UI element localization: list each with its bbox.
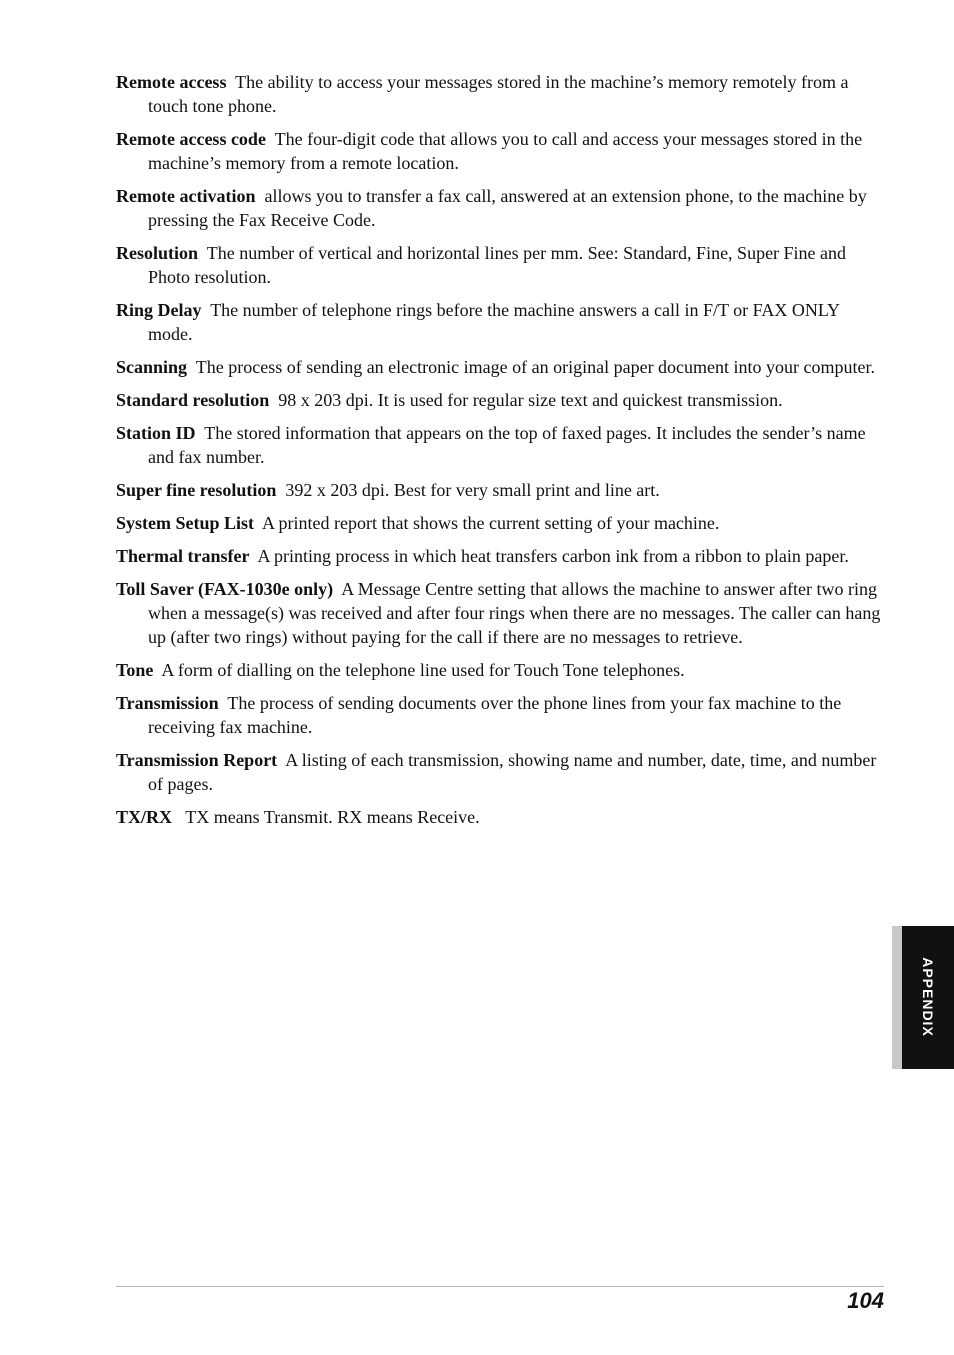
glossary-term: Super fine resolution [116, 480, 277, 500]
glossary-entry-scanning [116, 355, 882, 379]
glossary-term: System Setup List [116, 513, 255, 533]
page-number: 104 [847, 1288, 884, 1313]
glossary-term: Remote access code [116, 129, 266, 149]
glossary-term: Transmission Report [116, 750, 278, 770]
glossary-term: Ring Delay [116, 300, 202, 320]
appendix-side-tab [892, 926, 954, 1069]
glossary-entry-super-fine-resolution [116, 478, 882, 502]
glossary-definition: allows you to transfer a fax call, answered at an extension phone, to the machine by pressing the Fax Receive Code. [148, 186, 867, 230]
glossary-entry-remote-activation [116, 184, 882, 232]
glossary-definition: The process of sending documents over the phone lines from your fax machine to the receiving fax machine. [148, 693, 842, 737]
glossary-entry-transmission [116, 691, 882, 739]
appendix-side-tab-background [902, 926, 954, 1069]
glossary-definition: TX means Transmit. RX means Receive. [185, 807, 480, 827]
glossary-term: Station ID [116, 423, 196, 443]
glossary-definition: 98 x 203 dpi. It is used for regular size text and quickest transmission. [278, 390, 783, 410]
glossary-term: Thermal transfer [116, 546, 250, 566]
glossary-definition: The four-digit code that allows you to call and access your messages stored in the machine’s memory from a remote location. [148, 129, 863, 173]
glossary-definition: 392 x 203 dpi. Best for very small print and line art. [285, 480, 660, 500]
glossary-entry-ring-delay [116, 298, 882, 346]
glossary-entry-system-setup-list [116, 511, 882, 535]
glossary-term: Resolution [116, 243, 199, 263]
glossary-list [116, 70, 882, 838]
glossary-entry-tone [116, 658, 882, 682]
glossary-term: Transmission [116, 693, 219, 713]
glossary-entry-remote-access-code [116, 127, 882, 175]
glossary-definition: The process of sending an electronic image of an original paper document into your computer. [195, 357, 876, 377]
glossary-definition: The number of telephone rings before the machine answers a call in F/T or FAX ONLY mode. [148, 300, 840, 344]
glossary-definition: A printed report that shows the current setting of your machine. [262, 513, 720, 533]
glossary-definition: A printing process in which heat transfers carbon ink from a ribbon to plain paper. [257, 546, 849, 566]
glossary-definition: A Message Centre setting that allows the machine to answer after two ring when a message(s) was received and after four rings when there are no messages. The caller can hang up (after two rings) without paying for the call if there are no messages to retrieve. [148, 579, 881, 647]
glossary-term: Standard resolution [116, 390, 270, 410]
glossary-definition: The stored information that appears on the top of faxed pages. It includes the sender’s name and fax number. [148, 423, 866, 467]
glossary-entry-transmission-report [116, 748, 882, 796]
appendix-side-tab-label: APPENDIX [920, 957, 936, 1037]
glossary-term: TX/RX [116, 807, 173, 827]
glossary-entry-remote-access [116, 70, 882, 118]
glossary-definition: The ability to access your messages stored in the machine’s memory remotely from a touch tone phone. [148, 72, 849, 116]
glossary-term: Scanning [116, 357, 188, 377]
glossary-entry-toll-saver [116, 577, 882, 649]
glossary-term: Tone [116, 660, 154, 680]
glossary-entry-station-id [116, 421, 882, 469]
glossary-definition: A form of dialling on the telephone line used for Touch Tone telephones. [161, 660, 685, 680]
glossary-entry-standard-resolution [116, 388, 882, 412]
glossary-definition: The number of vertical and horizontal lines per mm. See: Standard, Fine, Super Fine and Photo resolution. [148, 243, 847, 287]
glossary-term: Remote activation [116, 186, 256, 206]
glossary-entry-tx-rx [116, 805, 882, 829]
glossary-definition: A listing of each transmission, showing name and number, date, time, and number of pages. [148, 750, 877, 794]
glossary-entry-resolution [116, 241, 882, 289]
footer-divider [116, 1286, 884, 1287]
glossary-term: Toll Saver (FAX-1030e only) [116, 579, 334, 599]
glossary-term: Remote access [116, 72, 227, 92]
glossary-entry-thermal-transfer [116, 544, 882, 568]
